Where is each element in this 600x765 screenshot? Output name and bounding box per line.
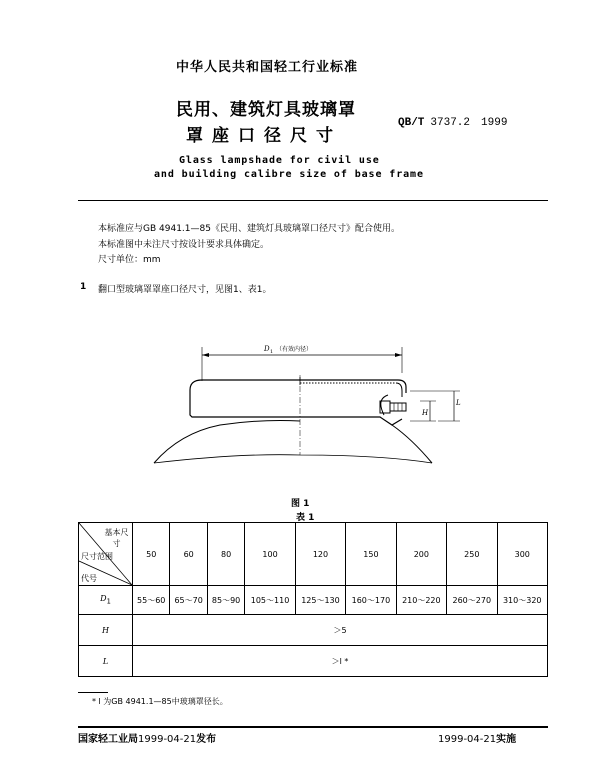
table-corner-cell xyxy=(79,523,133,586)
section-text: 翻口型玻璃罩罩座口径尺寸，见图1、表1。 xyxy=(98,285,272,295)
column-header: 250 xyxy=(447,523,497,586)
column-header: 80 xyxy=(207,523,244,586)
d1-arrow-right xyxy=(395,353,402,357)
standard-type-header: 中华人民共和国轻工行业标准 xyxy=(176,60,359,75)
figure-caption: 图 1 xyxy=(291,499,310,509)
d1-symbol: D xyxy=(100,594,107,604)
shade-top-edge xyxy=(202,380,406,393)
standard-code-prefix: QB/T xyxy=(398,117,425,129)
english-title-line-2: and building calibre size of base frame xyxy=(154,169,424,180)
corner-range-label: 尺寸范围 xyxy=(81,552,113,561)
intro-line-3: 尺寸单位：mm xyxy=(98,255,161,265)
footer-impl-word: 实施 xyxy=(496,734,517,745)
dimension-table xyxy=(78,522,548,677)
english-title-line-1: Glass lampshade for civil use xyxy=(179,155,380,166)
standard-code-number: 3737.2 1999 xyxy=(430,117,508,129)
header-divider xyxy=(78,200,548,201)
d1-value: 85～90 xyxy=(207,586,244,615)
table-row-h xyxy=(79,615,548,646)
figure-1-drawing xyxy=(140,335,480,470)
footnote: * l 为GB 4941.1—85中玻璃罩径长。 xyxy=(92,697,228,706)
d1-value: 310～320 xyxy=(497,586,548,615)
column-header: 200 xyxy=(396,523,446,586)
title-line-2: 罩座口径尺寸 xyxy=(186,126,342,146)
d1-sub: 1 xyxy=(106,597,111,606)
d1-value: 65～70 xyxy=(170,586,207,615)
h-value: ＞5 xyxy=(133,615,548,646)
column-header: 150 xyxy=(346,523,396,586)
table-caption: 表 1 xyxy=(296,513,315,523)
footer-impl-date: 1999-04-21 xyxy=(438,734,497,745)
title-line-1: 民用、建筑灯具玻璃罩 xyxy=(176,100,356,120)
corner-basic-label: 基本尺寸 xyxy=(104,528,129,548)
clip-curve xyxy=(381,395,388,415)
h-symbol: H xyxy=(102,625,109,635)
footer-issue xyxy=(78,730,216,745)
d1-label: D xyxy=(264,345,270,353)
column-header: 120 xyxy=(295,523,345,586)
flange-lip xyxy=(396,383,402,397)
d1-value: 210～220 xyxy=(396,586,446,615)
d1-value: 260～270 xyxy=(447,586,497,615)
intro-line-2: 本标准图中未注尺寸按设计要求具体确定。 xyxy=(98,240,270,250)
column-header: 300 xyxy=(497,523,548,586)
standard-code xyxy=(398,113,507,129)
h-label: H xyxy=(422,409,429,417)
l-value: ＞l * xyxy=(133,646,548,677)
glass-curve-bottom xyxy=(154,455,432,463)
l-symbol: L xyxy=(102,656,109,666)
footer-implementation xyxy=(438,730,516,745)
corner-code-label: 代号 xyxy=(81,574,97,583)
d1-note: （有效内径） xyxy=(276,346,313,353)
footer-divider xyxy=(78,726,548,728)
section-number: 1 xyxy=(80,282,87,292)
intro-line-1: 本标准应与GB 4941.1—85《民用、建筑灯具玻璃罩口径尺寸》配合使用。 xyxy=(98,224,400,234)
row-label-l xyxy=(79,646,133,677)
footer-issue-date: 1999-04-21 xyxy=(138,734,197,745)
d1-subscript: 1 xyxy=(270,349,274,355)
row-label-h xyxy=(79,615,133,646)
column-header: 50 xyxy=(133,523,170,586)
row-label-d1 xyxy=(79,586,133,615)
d1-value: 55～60 xyxy=(133,586,170,615)
l-label: L xyxy=(456,399,461,407)
column-header: 60 xyxy=(170,523,207,586)
footer-issuer: 国家轻工业局 xyxy=(78,734,138,745)
d1-value: 105～110 xyxy=(245,586,295,615)
glass-curve-right xyxy=(392,425,432,463)
column-header: 100 xyxy=(245,523,295,586)
table-header-row xyxy=(79,523,548,586)
d1-arrow-left xyxy=(202,353,209,357)
d1-value: 125～130 xyxy=(295,586,345,615)
table-row-l xyxy=(79,646,548,677)
footer-issue-word: 发布 xyxy=(196,734,217,745)
shade-body-outline xyxy=(190,380,402,425)
footnote-rule xyxy=(78,692,108,693)
table-row-d1 xyxy=(79,586,548,615)
d1-value: 160～170 xyxy=(346,586,396,615)
